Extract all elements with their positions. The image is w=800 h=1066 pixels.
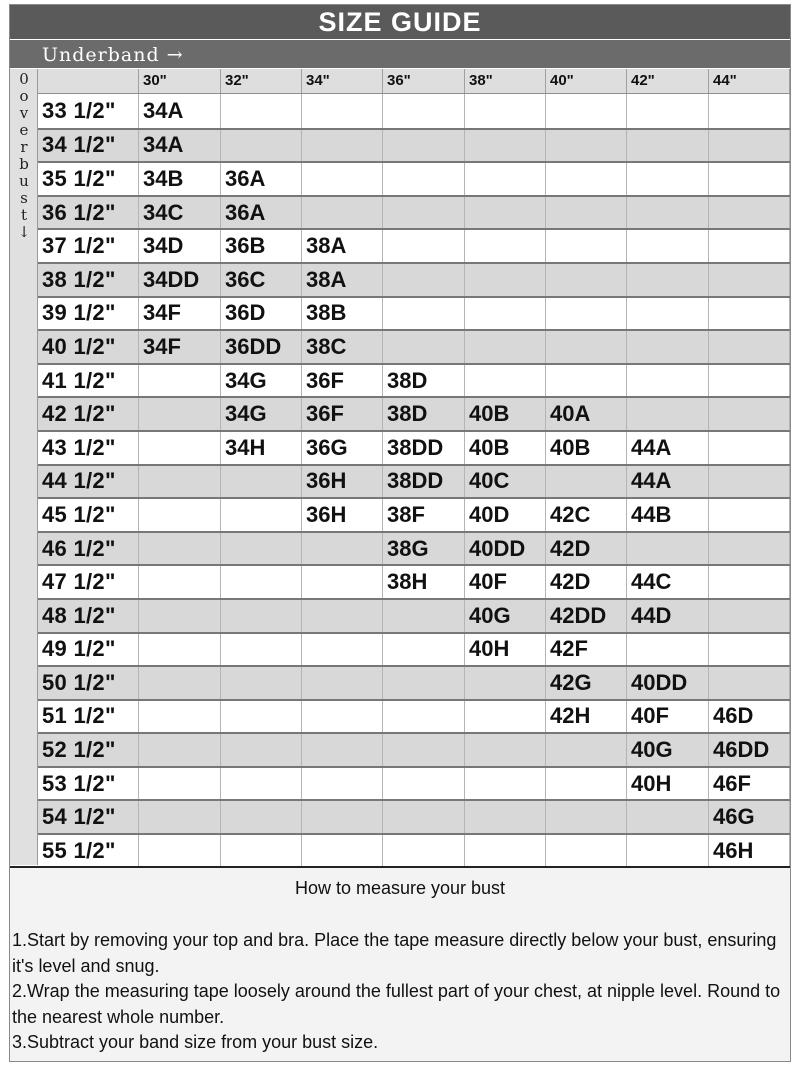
overbust-letter: o	[19, 87, 29, 105]
overbust-cell: 42 1/2"	[38, 398, 139, 430]
size-cell	[709, 432, 790, 464]
table-row	[38, 94, 790, 128]
size-cell: 40G	[465, 600, 546, 632]
size-cell: 38H	[383, 566, 465, 598]
size-cell	[139, 600, 221, 632]
overbust-cell: 49 1/2"	[38, 634, 139, 666]
size-cell: 36H	[302, 499, 383, 531]
size-cell	[465, 801, 546, 833]
size-cell	[546, 331, 627, 363]
size-cell	[709, 331, 790, 363]
size-table-header	[38, 69, 790, 94]
size-cell	[465, 197, 546, 229]
size-cell	[221, 734, 302, 766]
size-cell: 36DD	[221, 331, 302, 363]
size-cell: 34D	[139, 230, 221, 262]
size-cell	[221, 634, 302, 666]
size-cell	[465, 230, 546, 262]
size-cell: 34A	[139, 130, 221, 162]
size-cell: 40H	[627, 768, 709, 800]
size-cell	[139, 398, 221, 430]
size-cell	[709, 566, 790, 598]
size-cell: 36H	[302, 466, 383, 498]
size-cell	[627, 94, 709, 128]
size-cell	[139, 801, 221, 833]
size-cell	[139, 734, 221, 766]
size-cell	[465, 94, 546, 128]
size-cell: 34F	[139, 298, 221, 330]
size-cell	[709, 600, 790, 632]
overbust-cell: 40 1/2"	[38, 331, 139, 363]
size-cell: 36F	[302, 365, 383, 397]
overbust-cell: 47 1/2"	[38, 566, 139, 598]
size-cell	[139, 835, 221, 867]
size-cell	[627, 398, 709, 430]
underband-column-header: 36"	[383, 69, 465, 93]
size-cell: 38A	[302, 230, 383, 262]
down-arrow-icon: ↓	[17, 223, 31, 241]
size-cell	[139, 566, 221, 598]
size-cell	[383, 331, 465, 363]
size-cell	[139, 466, 221, 498]
size-cell	[627, 298, 709, 330]
size-cell: 40DD	[465, 533, 546, 565]
size-cell	[221, 835, 302, 867]
overbust-cell: 41 1/2"	[38, 365, 139, 397]
size-cell	[546, 230, 627, 262]
size-cell: 34C	[139, 197, 221, 229]
overbust-cell: 48 1/2"	[38, 600, 139, 632]
overbust-label	[10, 71, 38, 241]
table-row	[38, 766, 790, 800]
size-cell	[139, 432, 221, 464]
table-row	[38, 699, 790, 733]
overbust-cell: 38 1/2"	[38, 264, 139, 296]
size-cell	[302, 130, 383, 162]
size-cell: 36A	[221, 197, 302, 229]
table-row	[38, 296, 790, 330]
size-cell	[139, 533, 221, 565]
size-cell: 38D	[383, 365, 465, 397]
size-cell: 46G	[709, 801, 790, 833]
size-cell: 40D	[465, 499, 546, 531]
size-cell	[709, 197, 790, 229]
size-cell	[302, 667, 383, 699]
size-cell: 38D	[383, 398, 465, 430]
size-cell	[709, 94, 790, 128]
size-cell	[221, 94, 302, 128]
overbust-cell: 37 1/2"	[38, 230, 139, 262]
overbust-cell: 45 1/2"	[38, 499, 139, 531]
size-cell: 40C	[465, 466, 546, 498]
table-row	[38, 531, 790, 565]
size-cell	[709, 130, 790, 162]
size-cell	[383, 701, 465, 733]
size-table-body	[38, 94, 790, 867]
size-cell: 46DD	[709, 734, 790, 766]
size-cell: 40F	[465, 566, 546, 598]
instructions-title: How to measure your bust	[294, 878, 506, 898]
table-row	[38, 833, 790, 867]
table-row	[38, 665, 790, 699]
size-cell	[302, 734, 383, 766]
overbust-cell: 34 1/2"	[38, 130, 139, 162]
table-row	[38, 363, 790, 397]
size-cell: 38DD	[383, 432, 465, 464]
size-cell	[546, 298, 627, 330]
size-cell: 38F	[383, 499, 465, 531]
size-cell	[546, 130, 627, 162]
corner-label: 0	[19, 70, 29, 88]
size-cell	[709, 163, 790, 195]
size-cell	[546, 734, 627, 766]
size-cell	[546, 835, 627, 867]
overbust-cell: 35 1/2"	[38, 163, 139, 195]
size-cell	[627, 533, 709, 565]
size-cell	[302, 197, 383, 229]
size-cell	[546, 365, 627, 397]
table-row	[38, 632, 790, 666]
size-cell	[383, 835, 465, 867]
size-cell	[546, 801, 627, 833]
size-cell: 42C	[546, 499, 627, 531]
overbust-letter: t	[20, 206, 28, 224]
size-cell	[383, 667, 465, 699]
size-cell: 36B	[221, 230, 302, 262]
size-cell	[221, 533, 302, 565]
size-cell	[465, 768, 546, 800]
size-cell: 42G	[546, 667, 627, 699]
size-cell	[709, 634, 790, 666]
size-cell: 34G	[221, 365, 302, 397]
overbust-cell: 33 1/2"	[38, 94, 139, 128]
size-cell	[139, 667, 221, 699]
size-cell	[383, 94, 465, 128]
size-cell	[139, 768, 221, 800]
size-cell: 34G	[221, 398, 302, 430]
size-cell: 44B	[627, 499, 709, 531]
size-cell: 42H	[546, 701, 627, 733]
size-cell	[302, 634, 383, 666]
size-cell: 44A	[627, 466, 709, 498]
size-cell	[465, 734, 546, 766]
size-cell	[465, 298, 546, 330]
size-cell	[383, 264, 465, 296]
overbust-cell: 50 1/2"	[38, 667, 139, 699]
size-cell	[627, 634, 709, 666]
size-cell	[302, 533, 383, 565]
size-cell	[221, 667, 302, 699]
size-cell	[383, 230, 465, 262]
size-cell	[465, 365, 546, 397]
size-cell	[709, 365, 790, 397]
size-cell: 36A	[221, 163, 302, 195]
table-row	[38, 128, 790, 162]
size-cell	[221, 801, 302, 833]
size-cell	[221, 701, 302, 733]
size-cell	[302, 701, 383, 733]
size-cell	[221, 768, 302, 800]
size-cell	[302, 835, 383, 867]
table-row	[38, 228, 790, 262]
size-cell	[139, 701, 221, 733]
table-row	[38, 732, 790, 766]
size-cell	[465, 130, 546, 162]
size-cell	[383, 768, 465, 800]
size-cell: 34B	[139, 163, 221, 195]
size-cell	[465, 331, 546, 363]
size-cell	[465, 835, 546, 867]
underband-column-header: 38"	[465, 69, 546, 93]
size-cell	[302, 163, 383, 195]
size-cell	[546, 94, 627, 128]
size-cell: 38G	[383, 533, 465, 565]
size-cell: 40H	[465, 634, 546, 666]
size-cell: 42D	[546, 566, 627, 598]
size-cell	[383, 600, 465, 632]
size-cell	[383, 163, 465, 195]
measure-instructions	[10, 866, 790, 1061]
size-cell	[465, 264, 546, 296]
size-cell	[627, 163, 709, 195]
overbust-cell: 53 1/2"	[38, 768, 139, 800]
size-cell: 36F	[302, 398, 383, 430]
table-row	[38, 396, 790, 430]
size-cell	[546, 163, 627, 195]
size-cell	[465, 163, 546, 195]
underband-column-header: 42"	[627, 69, 709, 93]
size-cell	[139, 634, 221, 666]
table-row	[38, 464, 790, 498]
size-cell: 46F	[709, 768, 790, 800]
size-cell: 40B	[546, 432, 627, 464]
size-cell	[302, 768, 383, 800]
size-cell	[709, 499, 790, 531]
size-cell	[221, 499, 302, 531]
size-cell	[221, 600, 302, 632]
overbust-letter: s	[20, 189, 28, 207]
size-cell: 42D	[546, 533, 627, 565]
overbust-letter: e	[19, 121, 29, 139]
overbust-cell: 52 1/2"	[38, 734, 139, 766]
size-cell	[302, 801, 383, 833]
underband-column-header: 32"	[221, 69, 302, 93]
size-cell	[627, 365, 709, 397]
size-cell	[709, 298, 790, 330]
instruction-step: 3.Subtract your band size from your bust size.	[12, 1032, 379, 1052]
size-cell: 40A	[546, 398, 627, 430]
size-cell: 44A	[627, 432, 709, 464]
size-cell	[709, 398, 790, 430]
table-row	[38, 799, 790, 833]
overbust-cell: 54 1/2"	[38, 801, 139, 833]
size-cell: 34A	[139, 94, 221, 128]
header-cell-blank	[38, 69, 139, 93]
overbust-cell: 44 1/2"	[38, 466, 139, 498]
size-cell	[221, 130, 302, 162]
table-row	[38, 564, 790, 598]
size-cell	[627, 230, 709, 262]
size-cell	[709, 667, 790, 699]
size-cell	[221, 466, 302, 498]
size-cell: 44C	[627, 566, 709, 598]
size-cell: 42DD	[546, 600, 627, 632]
overbust-cell: 51 1/2"	[38, 701, 139, 733]
size-cell	[139, 365, 221, 397]
table-row	[38, 430, 790, 464]
overbust-side-column	[10, 69, 38, 865]
size-cell	[709, 264, 790, 296]
size-cell	[627, 835, 709, 867]
overbust-letter: b	[19, 155, 29, 173]
underband-column-header: 30"	[139, 69, 221, 93]
size-cell: 40F	[627, 701, 709, 733]
size-cell	[627, 801, 709, 833]
size-table	[38, 69, 790, 867]
size-cell: 38B	[302, 298, 383, 330]
size-cell	[383, 298, 465, 330]
size-cell: 36D	[221, 298, 302, 330]
table-row	[38, 329, 790, 363]
size-cell: 38DD	[383, 466, 465, 498]
size-cell	[627, 130, 709, 162]
overbust-letter: r	[20, 138, 28, 156]
size-cell: 34H	[221, 432, 302, 464]
size-cell: 36C	[221, 264, 302, 296]
overbust-cell: 55 1/2"	[38, 835, 139, 867]
size-cell	[709, 466, 790, 498]
size-cell	[627, 197, 709, 229]
size-cell	[709, 230, 790, 262]
overbust-cell: 43 1/2"	[38, 432, 139, 464]
size-cell	[302, 600, 383, 632]
underband-column-header: 34"	[302, 69, 383, 93]
size-cell: 34F	[139, 331, 221, 363]
size-cell	[546, 466, 627, 498]
underband-column-header: 44"	[709, 69, 790, 93]
overbust-cell: 46 1/2"	[38, 533, 139, 565]
table-row	[38, 497, 790, 531]
size-cell	[546, 264, 627, 296]
size-cell: 40G	[627, 734, 709, 766]
size-cell: 34DD	[139, 264, 221, 296]
size-cell: 40DD	[627, 667, 709, 699]
instruction-step: 1.Start by removing your top and bra. Place the tape measure directly below your bust, ensuring it's level and snug.	[12, 930, 777, 976]
overbust-cell: 39 1/2"	[38, 298, 139, 330]
size-cell	[221, 566, 302, 598]
size-cell	[465, 701, 546, 733]
size-cell	[302, 94, 383, 128]
underband-label: Underband →	[42, 44, 184, 66]
size-cell: 40B	[465, 432, 546, 464]
table-row	[38, 195, 790, 229]
size-cell	[546, 768, 627, 800]
size-cell	[709, 533, 790, 565]
size-cell	[465, 667, 546, 699]
size-cell: 36G	[302, 432, 383, 464]
size-cell	[383, 801, 465, 833]
size-cell	[627, 264, 709, 296]
size-cell	[383, 634, 465, 666]
instruction-step: 2.Wrap the measuring tape loosely around the fullest part of your chest, at nipple level. Round to the nearest whole number.	[12, 981, 781, 1027]
table-row	[38, 161, 790, 195]
instructions-steps	[12, 928, 788, 1056]
overbust-letter: v	[19, 104, 29, 122]
table-row	[38, 262, 790, 296]
size-cell: 38C	[302, 331, 383, 363]
size-cell: 46H	[709, 835, 790, 867]
size-cell	[383, 197, 465, 229]
size-cell: 38A	[302, 264, 383, 296]
size-cell: 44D	[627, 600, 709, 632]
overbust-letter: u	[19, 172, 29, 190]
size-cell	[139, 499, 221, 531]
underband-column-header: 40"	[546, 69, 627, 93]
page-title: SIZE GUIDE	[10, 5, 790, 39]
size-cell: 46D	[709, 701, 790, 733]
size-cell: 40B	[465, 398, 546, 430]
table-row	[38, 598, 790, 632]
size-cell	[546, 197, 627, 229]
size-cell	[383, 734, 465, 766]
size-cell	[302, 566, 383, 598]
size-cell	[383, 130, 465, 162]
size-cell	[627, 331, 709, 363]
size-cell: 42F	[546, 634, 627, 666]
overbust-cell: 36 1/2"	[38, 197, 139, 229]
underband-header	[10, 40, 790, 68]
